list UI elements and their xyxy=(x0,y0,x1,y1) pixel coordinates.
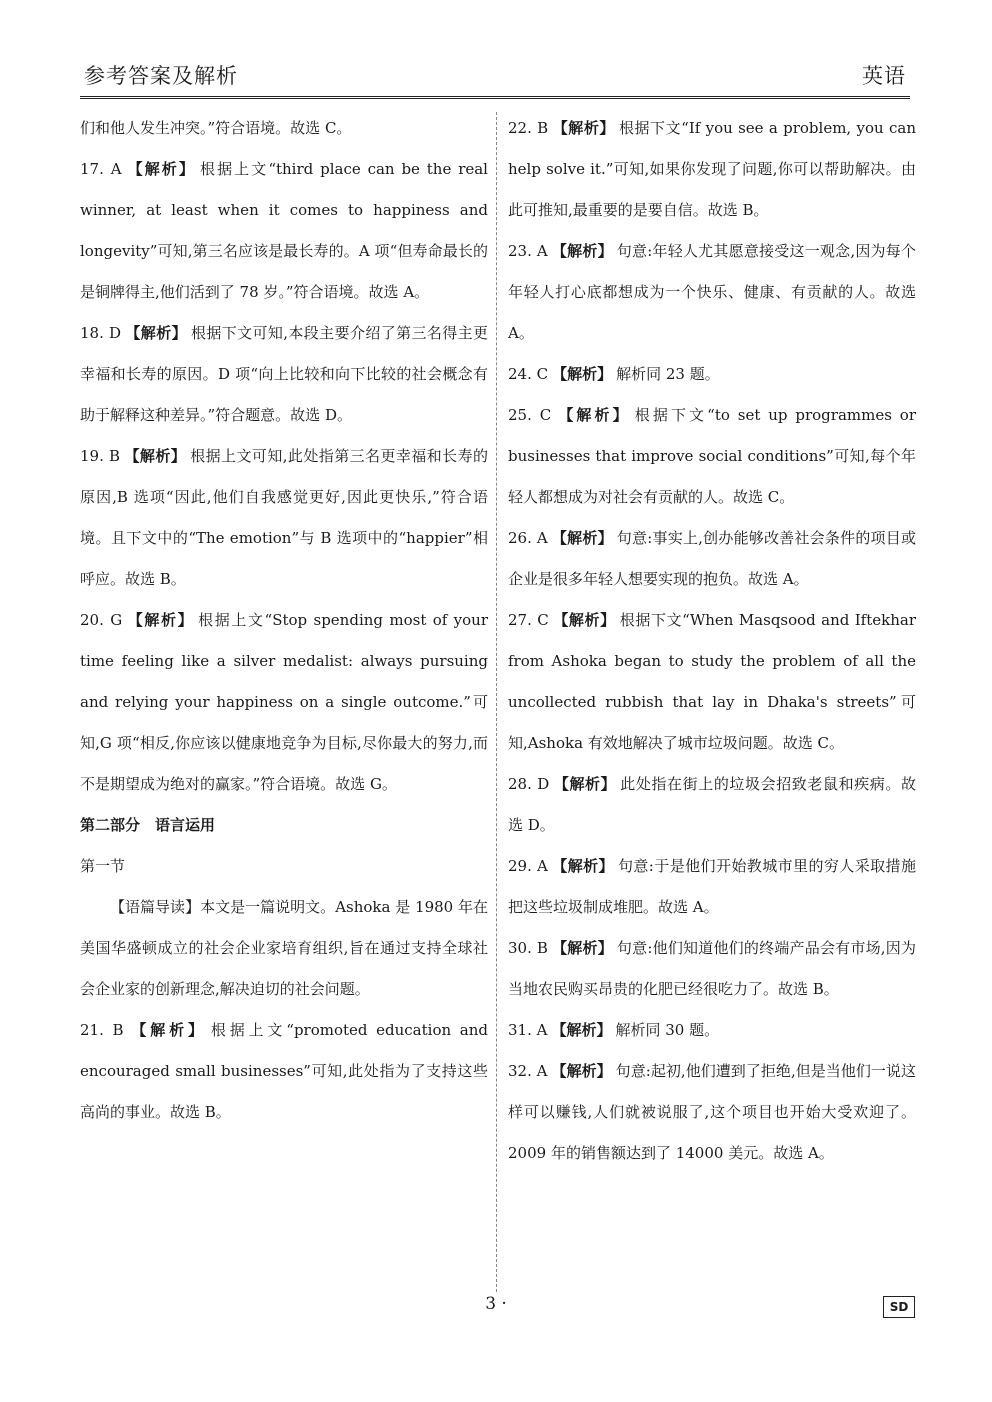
analysis-tag: 【解析】 xyxy=(553,775,617,793)
item-number: 28. D xyxy=(508,775,550,793)
item-number: 18. D xyxy=(80,324,122,342)
answer-item-18 xyxy=(80,313,488,436)
item-text: 此处指在街上的垃圾会招致老鼠和疾病。故选 D。 xyxy=(508,775,916,834)
analysis-tag: 【解析】 xyxy=(551,529,613,547)
item-text: 解析同 30 题。 xyxy=(615,1021,720,1039)
answer-item-26 xyxy=(508,518,916,600)
answer-item-28 xyxy=(508,764,916,846)
item-text: 句意:年轻人尤其愿意接受这一观念,因为每个年轻人打心底都想成为一个快乐、健康、有贡献的人。故选 A。 xyxy=(508,242,916,342)
answer-item-32 xyxy=(508,1051,916,1174)
passage-intro: 【语篇导读】本文是一篇说明文。Ashoka 是 1980 年在美国华盛顿成立的社会企业家培育组织,旨在通过支持全球社会企业家的创新理念,解决迫切的社会问题。 xyxy=(80,898,488,998)
item-text: 根据上文可知,此处指第三名更幸福和长寿的原因,B 选项“因此,他们自我感觉更好,因此更快乐,”符合语境。且下文中的“The emotion”与 B 选项中的“happier”相呼应。故选 B。 xyxy=(80,447,488,588)
item-number: 29. A xyxy=(508,857,548,875)
item-text: 根据下文可知,本段主要介绍了第三名得主更幸福和长寿的原因。D 项“向上比较和向下比较的社会概念有助于解释这种差异。”符合题意。故选 D。 xyxy=(80,324,488,424)
answer-item-30 xyxy=(508,928,916,1010)
answer-item-22 xyxy=(508,108,916,231)
item-text: 根据上文“third place can be the real winner, at least when it comes to happiness and longevity”可知,第三名应该是最长寿的。A 项“但寿命最长的是铜牌得主,他们活到了 78 岁。”符合语境。故选 A。 xyxy=(80,160,488,301)
answer-item-19 xyxy=(80,436,488,600)
analysis-tag: 【解析】 xyxy=(551,857,614,875)
analysis-tag: 【解析】 xyxy=(125,160,196,178)
item-number: 23. A xyxy=(508,242,548,260)
page-number: 3 · xyxy=(485,1294,507,1314)
answer-item-29 xyxy=(508,846,916,928)
answer-item-31 xyxy=(508,1010,916,1051)
item-number: 20. G xyxy=(80,611,123,629)
left-column xyxy=(80,108,488,1133)
region-badge: SD xyxy=(883,1296,915,1318)
item-number: 17. A xyxy=(80,160,122,178)
item-number: 27. C xyxy=(508,611,549,629)
section-title: 第二部分 语言运用 xyxy=(80,816,216,834)
item-text: 句意:于是他们开始教城市里的穷人采取措施把这些垃圾制成堆肥。故选 A。 xyxy=(508,857,916,916)
item-number: 22. B xyxy=(508,119,549,137)
analysis-tag: 【解析】 xyxy=(126,611,195,629)
answer-item-20 xyxy=(80,600,488,805)
right-column xyxy=(508,108,916,1174)
analysis-tag: 【解析】 xyxy=(552,119,615,137)
analysis-tag: 【解析】 xyxy=(551,1021,612,1039)
item-text: 句意:他们知道他们的终端产品会有市场,因为当地农民购买昂贵的化肥已经很吃力了。故选 B。 xyxy=(508,939,916,998)
item-number: 26. A xyxy=(508,529,548,547)
continuation-text: 们和他人发生冲突。”符合语境。故选 C。 xyxy=(80,119,352,137)
answer-item-27 xyxy=(508,600,916,764)
item-number: 25. C xyxy=(508,406,552,424)
answer-item-24 xyxy=(508,354,916,395)
item-text: 句意:起初,他们遭到了拒绝,但是当他们一说这样可以赚钱,人们就被说服了,这个项目也开始大受欢迎了。2009 年的销售额达到了 14000 美元。故选 A。 xyxy=(508,1062,916,1162)
analysis-tag: 【解析】 xyxy=(551,242,613,260)
header-subject: 英语 xyxy=(862,64,906,88)
analysis-tag: 【解析】 xyxy=(125,324,187,342)
analysis-tag: 【解析】 xyxy=(127,1021,207,1039)
analysis-tag: 【解析】 xyxy=(552,611,616,629)
answer-item-25 xyxy=(508,395,916,518)
item-number: 24. C xyxy=(508,365,549,383)
item-text: 根据上文“Stop spending most of your time feeling like a silver medalist: always pursuing and relying your happiness on a single outcome.”可知,G 项“相反,你应该以健康地竞争为目标,尽你最大的努力,而不是期望成为绝对的赢家。”符合语境。故选 G。 xyxy=(80,611,488,793)
item-text: 根据下文“to set up programmes or businesses that improve social conditions”可知,每个年轻人都想成为对社会有贡献的人。故选 C。 xyxy=(508,406,916,506)
analysis-tag: 【解析】 xyxy=(555,406,631,424)
item-number: 31. A xyxy=(508,1021,548,1039)
header-title: 参考答案及解析 xyxy=(84,64,238,88)
column-divider xyxy=(496,112,497,1292)
item-text: 根据下文“If you see a problem, you can help solve it.”可知,如果你发现了问题,你可以帮助解决。由此可推知,最重要的是要自信。故选 B。 xyxy=(508,119,916,219)
analysis-tag: 【解析】 xyxy=(551,939,613,957)
analysis-tag: 【解析】 xyxy=(552,365,613,383)
item-number: 30. B xyxy=(508,939,548,957)
item-text: 根据下文“When Masqsood and Iftekhar from Ashoka began to study the problem of all the uncollected rubbish that lay in Dhaka's streets”可知,Ashoka 有效地解决了城市垃圾问题。故选 C。 xyxy=(508,611,916,752)
analysis-tag: 【解析】 xyxy=(551,1062,612,1080)
page-header xyxy=(80,58,910,99)
answer-item-17 xyxy=(80,149,488,313)
item-number: 32. A xyxy=(508,1062,548,1080)
answer-item-21 xyxy=(80,1010,488,1133)
item-text: 根据上文“promoted education and encouraged small businesses”可知,此处指为了支持这些高尚的事业。故选 B。 xyxy=(80,1021,488,1121)
answer-item-23 xyxy=(508,231,916,354)
analysis-tag: 【解析】 xyxy=(124,447,187,465)
item-number: 19. B xyxy=(80,447,121,465)
item-text: 解析同 23 题。 xyxy=(616,365,720,383)
item-number: 21. B xyxy=(80,1021,124,1039)
subsection-title: 第一节 xyxy=(80,857,126,875)
item-text: 句意:事实上,创办能够改善社会条件的项目或企业是很多年轻人想要实现的抱负。故选 A。 xyxy=(508,529,916,588)
